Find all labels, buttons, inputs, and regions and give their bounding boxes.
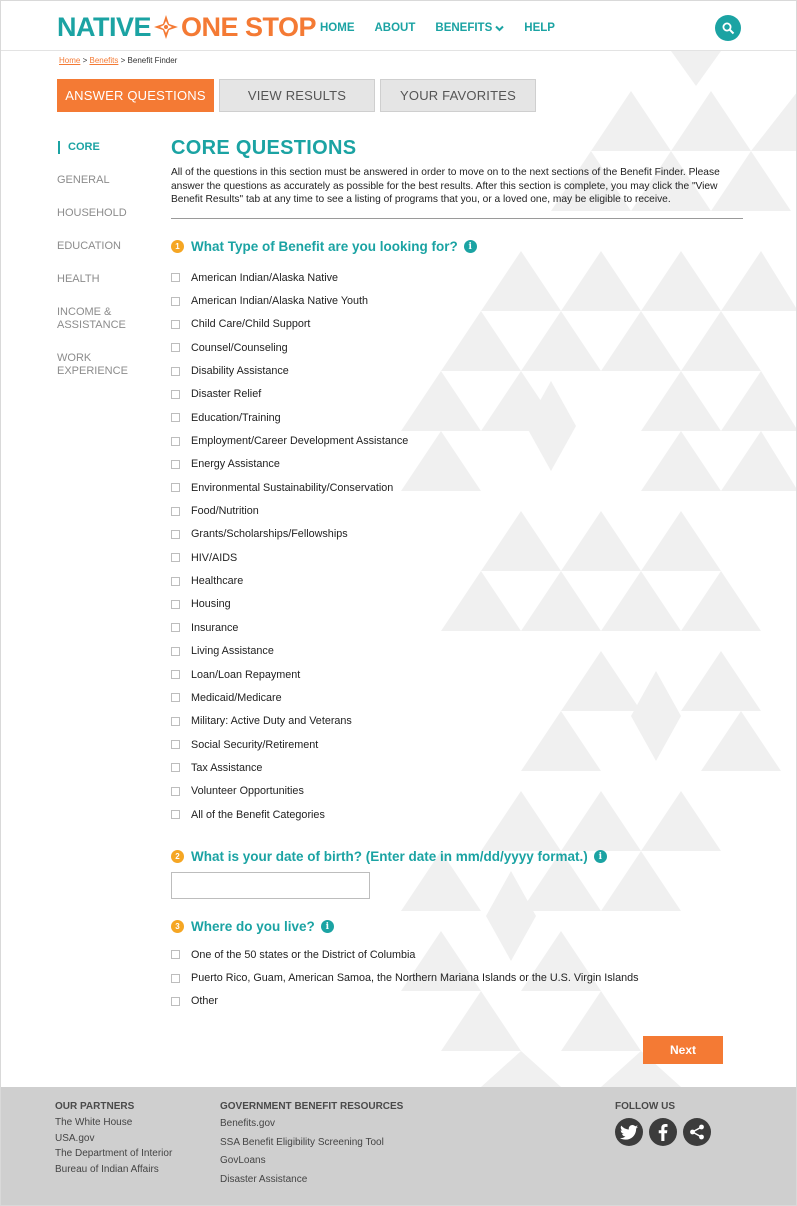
info-icon[interactable]: i (321, 920, 334, 933)
checkbox[interactable] (171, 530, 180, 539)
checkbox[interactable] (171, 390, 180, 399)
nav-home[interactable]: HOME (320, 22, 355, 34)
checkbox-option[interactable] (171, 710, 408, 733)
info-icon[interactable]: i (594, 850, 607, 863)
checkbox-option[interactable] (171, 663, 408, 686)
checkbox[interactable] (171, 600, 180, 609)
breadcrumb-separator: > (82, 56, 88, 65)
breadcrumb-separator: > (120, 56, 126, 65)
footer-partners (55, 1101, 172, 1177)
checkbox-label: Living Assistance (191, 645, 274, 658)
checkbox[interactable] (171, 320, 180, 329)
footer-follow-heading: FOLLOW US (615, 1101, 675, 1112)
checkbox-option[interactable] (171, 406, 408, 429)
checkbox[interactable] (171, 670, 180, 679)
checkbox[interactable] (171, 740, 180, 749)
question-1-heading (171, 239, 477, 254)
page-title: CORE QUESTIONS (171, 137, 357, 159)
question-1-text: What Type of Benefit are you looking for? (191, 239, 458, 254)
breadcrumb-benefits[interactable]: Benefits (89, 56, 119, 65)
facebook-icon[interactable] (649, 1118, 677, 1146)
site-logo[interactable] (57, 12, 316, 42)
sidenav-education[interactable]: EDUCATION (57, 240, 121, 252)
checkbox[interactable] (171, 437, 180, 446)
checkbox[interactable] (171, 647, 180, 656)
checkbox-label: One of the 50 states or the District of Columbia (191, 948, 416, 961)
footer-link[interactable]: The White House (55, 1117, 133, 1128)
checkbox-option[interactable] (171, 546, 408, 569)
checkbox-option[interactable] (171, 616, 408, 639)
checkbox-label: Medicaid/Medicare (191, 691, 282, 704)
checkbox-option[interactable] (171, 336, 408, 359)
intro-text: All of the questions in this section must be answered in order to move on to the next sections of the Benefit Finder. Please answer the questions as accurately as possible for the best results. After this section is complete, you may click the "View Benefit Results" tab at any time to see a listing of programs that you, or a loved one, may be eligible to receive. (171, 167, 720, 205)
checkbox[interactable] (171, 553, 180, 562)
question-number-badge: 3 (171, 920, 184, 933)
finder-tabs (57, 79, 541, 112)
sidenav-health[interactable]: HEALTH (57, 273, 100, 285)
checkbox-option[interactable] (171, 523, 408, 546)
checkbox-label: American Indian/Alaska Native Youth (191, 295, 369, 308)
checkbox[interactable] (171, 297, 180, 306)
checkbox-label: Employment/Career Development Assistance (191, 435, 409, 448)
share-icon[interactable] (683, 1118, 711, 1146)
checkbox-label: HIV/AIDS (191, 551, 238, 564)
footer-link[interactable]: The Department of Interior (55, 1148, 173, 1159)
logo-star-icon (153, 14, 179, 40)
section-sidenav (57, 141, 157, 398)
checkbox-option[interactable] (171, 313, 408, 336)
divider (171, 218, 743, 219)
checkbox-option[interactable] (171, 266, 408, 289)
checkbox-label: Disability Assistance (191, 365, 289, 378)
checkbox-label: Energy Assistance (191, 458, 280, 471)
checkbox[interactable] (171, 810, 180, 819)
nav-about[interactable]: ABOUT (374, 22, 416, 34)
checkbox-label: Housing (191, 598, 231, 611)
checkbox-option[interactable] (171, 733, 408, 756)
checkbox[interactable] (171, 787, 180, 796)
checkbox[interactable] (171, 693, 180, 702)
sidenav-work-experience[interactable]: WORK EXPERIENCE (57, 352, 128, 377)
checkbox-label: Volunteer Opportunities (191, 785, 304, 798)
checkbox-label: Disaster Relief (191, 388, 262, 401)
social-links (615, 1118, 711, 1146)
checkbox-label: Child Care/Child Support (191, 318, 311, 331)
checkbox-label: Military: Active Duty and Veterans (191, 715, 352, 728)
checkbox-option[interactable] (171, 803, 408, 826)
sidenav-general[interactable]: GENERAL (57, 174, 110, 186)
checkbox-label: American Indian/Alaska Native (191, 271, 339, 284)
tab-view-results[interactable]: VIEW RESULTS (219, 79, 375, 112)
checkbox-label: Counsel/Counseling (191, 341, 288, 354)
checkbox-label: Other (191, 995, 219, 1008)
question-number-badge: 1 (171, 240, 184, 253)
twitter-icon[interactable] (615, 1118, 643, 1146)
checkbox[interactable] (171, 460, 180, 469)
footer-link[interactable]: Bureau of Indian Affairs (55, 1163, 159, 1175)
footer-partners-heading: OUR PARTNERS (55, 1101, 135, 1112)
tab-your-favorites[interactable]: YOUR FAVORITES (380, 79, 536, 112)
search-button[interactable] (715, 15, 741, 41)
checkbox-option[interactable] (171, 453, 408, 476)
checkbox-label: All of the Benefit Categories (191, 808, 325, 821)
checkbox-label: Education/Training (191, 411, 281, 424)
nav-benefits-label: BENEFITS (435, 22, 493, 34)
checkbox-option[interactable] (171, 990, 638, 1013)
checkbox[interactable] (171, 343, 180, 352)
question-2-text: What is your date of birth? (Enter date in mm/dd/yyyy format.) (191, 849, 588, 864)
date-of-birth-input[interactable] (171, 872, 370, 899)
checkbox-option[interactable] (171, 756, 408, 779)
checkbox-option[interactable] (171, 640, 408, 663)
logo-onestop-text: ONE STOP (181, 11, 317, 42)
checkbox-label: Environmental Sustainability/Conservation (191, 481, 394, 494)
nav-benefits[interactable] (435, 22, 504, 34)
question-3-text: Where do you live? (191, 919, 315, 934)
checkbox-label: Social Security/Retirement (191, 738, 319, 751)
breadcrumb-current: Benefit Finder (127, 56, 178, 65)
checkbox-label: Tax Assistance (191, 761, 263, 774)
checkbox-option[interactable] (171, 289, 408, 312)
footer-link[interactable]: GovLoans (220, 1155, 266, 1167)
residence-options (171, 943, 638, 1013)
checkbox-option[interactable] (171, 476, 408, 499)
breadcrumb (59, 56, 177, 65)
checkbox-option[interactable] (171, 780, 408, 803)
tab-answer-questions[interactable]: ANSWER QUESTIONS (57, 79, 214, 112)
breadcrumb-home[interactable]: Home (59, 56, 81, 65)
checkbox[interactable] (171, 577, 180, 586)
checkbox-label: Grants/Scholarships/Fellowships (191, 528, 348, 541)
checkbox[interactable] (171, 507, 180, 516)
search-icon (722, 22, 735, 35)
checkbox-option[interactable] (171, 569, 408, 592)
checkbox-option[interactable] (171, 383, 408, 406)
sidenav-income-assistance[interactable]: INCOME & ASSISTANCE (57, 306, 126, 331)
footer-gov-heading: GOVERNMENT BENEFIT RESOURCES (220, 1101, 404, 1112)
checkbox-label: Loan/Loan Repayment (191, 668, 301, 681)
checkbox-label: Puerto Rico, Guam, American Samoa, the Northern Mariana Islands or the U.S. Virgin Islands (191, 972, 639, 985)
checkbox[interactable] (171, 717, 180, 726)
checkbox-label: Healthcare (191, 575, 244, 588)
question-3-heading (171, 919, 334, 934)
main-content (171, 137, 743, 1008)
footer-follow (615, 1101, 711, 1146)
main-nav (320, 22, 575, 34)
nav-help[interactable]: HELP (524, 22, 555, 34)
question-number-badge: 2 (171, 850, 184, 863)
sidenav-core[interactable]: CORE (58, 141, 157, 154)
checkbox-label: Insurance (191, 621, 239, 634)
checkbox-option[interactable] (171, 966, 638, 989)
next-button[interactable]: Next (643, 1036, 723, 1064)
footer-link[interactable]: Benefits.gov (220, 1118, 276, 1129)
info-icon[interactable]: i (464, 240, 477, 253)
site-header (1, 1, 797, 51)
site-footer (1, 1087, 797, 1206)
footer-gov-resources (220, 1101, 403, 1190)
checkbox[interactable] (171, 623, 180, 632)
checkbox-label: Food/Nutrition (191, 505, 259, 518)
checkbox-option[interactable] (171, 359, 408, 382)
sidenav-household[interactable]: HOUSEHOLD (57, 207, 127, 219)
checkbox[interactable] (171, 950, 180, 959)
footer-link[interactable]: Disaster Assistance (220, 1174, 308, 1186)
footer-link[interactable]: SSA Benefit Eligibility Screening Tool (220, 1136, 384, 1148)
checkbox-option[interactable] (171, 593, 408, 616)
chevron-down-icon (495, 25, 504, 32)
checkbox[interactable] (171, 273, 180, 282)
footer-link[interactable]: USA.gov (55, 1132, 95, 1144)
checkbox-option[interactable] (171, 686, 408, 709)
checkbox[interactable] (171, 367, 180, 376)
question-2-heading (171, 849, 607, 864)
checkbox[interactable] (171, 997, 180, 1006)
benefit-type-options (171, 266, 408, 826)
checkbox-option[interactable] (171, 499, 408, 522)
logo-native-text: NATIVE (57, 11, 152, 42)
checkbox-option[interactable] (171, 429, 408, 452)
checkbox-option[interactable] (171, 943, 638, 966)
checkbox[interactable] (171, 413, 180, 422)
checkbox[interactable] (171, 974, 180, 983)
checkbox[interactable] (171, 763, 180, 772)
checkbox[interactable] (171, 483, 180, 492)
